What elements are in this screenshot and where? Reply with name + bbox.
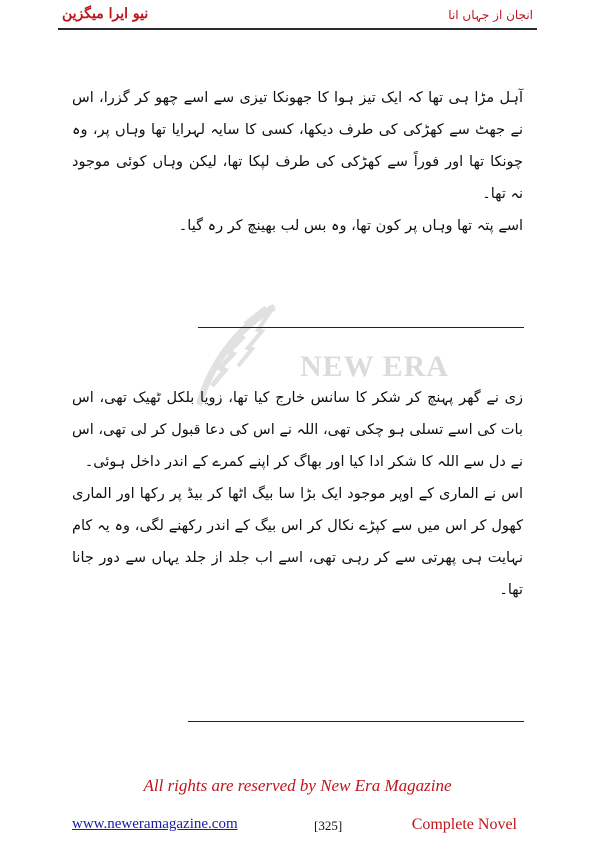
footer-label: Complete Novel bbox=[411, 816, 517, 833]
page-number: [325] bbox=[314, 818, 343, 833]
watermark-text: NEW ERA bbox=[300, 350, 449, 383]
story-section-1 bbox=[72, 82, 523, 242]
story-section-2 bbox=[72, 382, 523, 606]
paragraph: اسے پتہ تھا وہاں پر کون تھا، وہ بس لب بھینچ کر رہ گیا۔ bbox=[178, 218, 523, 234]
magazine-name: نیو ایرا میگزین bbox=[62, 6, 149, 22]
paragraph: اس نے الماری کے اوپر موجود ایک بڑا سا بیگ اٹھا کر بیڈ پر رکھا اور الماری کھول کر اس میں سے کپڑے نکال کر اس بیگ کے اندر رکھنے لگی، وہ یہ کام نہایت ہی پھرتی سے کر رہی تھی، اسے اب جلد از جلد یہاں سے دور جانا تھا۔ bbox=[72, 486, 523, 598]
header-divider bbox=[58, 28, 537, 30]
rights-notice: All rights are reserved by New Era Magazine bbox=[143, 776, 452, 795]
section-divider bbox=[188, 721, 524, 722]
paragraph: آہل مڑا ہی تھا کہ ایک تیز ہوا کا جھونکا تیزی سے اسے چھو کر گزرا، اس نے جھٹ سے کھڑکی کی طرف دیکھا، کسی کا سایہ لہرایا تھا وہاں پر، وہ چونکا تھا اور فوراً سے کھڑکی کی طرف لپکا تھا، لیکن وہاں کوئی موجود نہ تھا۔ bbox=[72, 90, 523, 202]
website-link[interactable]: www.neweramagazine.com bbox=[72, 816, 238, 832]
paragraph: زی نے گھر پہنچ کر شکر کا سانس خارج کیا تھا، زویا بلکل ٹھیک تھی، اس بات کی اسے تسلی ہو چکی تھی، اللہ نے اس کی دعا قبول کر لی تھی، اس نے دل سے اللہ کا شکر ادا کیا اور بھاگ کر اپنے کمرے کے اندر داخل ہوئی۔ bbox=[72, 390, 523, 470]
novel-title: انجان از جہاں انا bbox=[448, 8, 533, 22]
section-divider bbox=[198, 327, 524, 328]
